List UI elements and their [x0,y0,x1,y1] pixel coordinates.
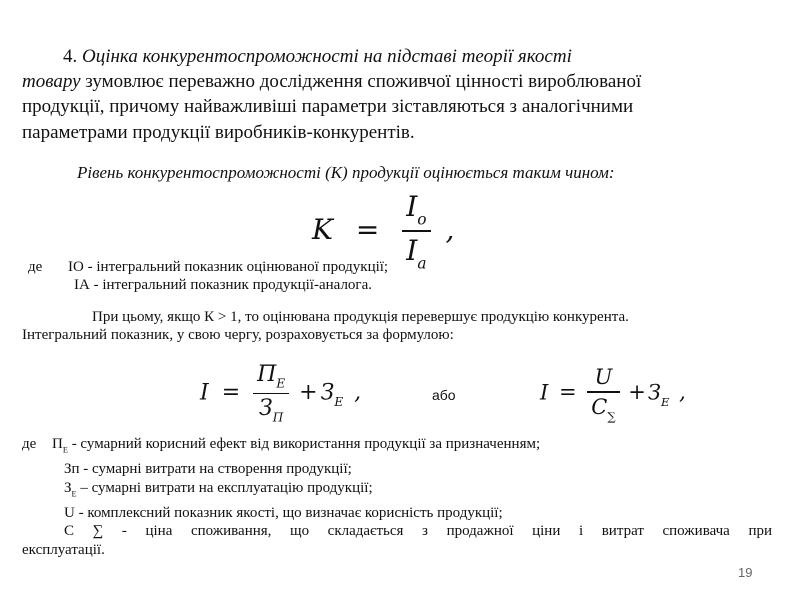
def-ia: ІА - інтегральний показник продукції-аналога. [74,277,372,293]
section-line-4: параметрами продукції виробників-конкурентів. [22,122,415,143]
formula-integral-2: I = $\frac{U}{C_\sum}$ $+З_Е$ , [540,365,686,423]
formula2-fraction: $\frac{П_Е}{З_П}$ [253,362,289,425]
section-line-1 [63,44,572,69]
legend-zp: Зп - сумарні витрати на створення продукції; [64,461,352,478]
legend-pe: де $П_Е$ - сумарний корисний ефект від використання продукції за призначенням; [22,436,541,455]
formula-competitiveness: K = $\frac{I_o}{I_a}$ , [312,190,455,273]
formula1-eq: = [355,212,380,246]
formula-integral-1: I = $\frac{П_Е}{З_П}$ + $З_Е$ , [200,362,362,425]
legend-list [22,435,772,559]
page-number: 19 [738,565,753,580]
section-number: 4. [63,46,78,67]
formula3-fraction: $\frac{U}{C_\sum}$ [587,365,619,423]
legend-c-cont: експлуатації. [22,541,105,558]
formula1-fraction: $\frac{I_o}{I_a}$ [402,190,430,273]
legend-u: U - комплексний показник якості, що визначає корисність продукції; [64,504,503,521]
legend-ze: $З_Е$ – сумарні витрати на експлуатацію продукції; [64,479,373,499]
legend-c: С ∑ - ціна споживання, що складається з продажної ціни і витрат споживача при [64,523,772,540]
paragraph-line-2: Інтегральний показник, у свою чергу, розраховується за формулою: [22,327,454,343]
paragraph-line-1: При цьому, якщо К > 1, то оцінювана продукція перевершує продукцію конкурента. [92,309,629,325]
section-line-2: товару зумовлює переважно дослідження споживчої цінності вироблюваної [22,71,642,92]
definitions [28,258,388,277]
formula1-lhs: K [312,212,333,246]
section-title-end: товару [22,71,81,92]
subtitle: Рівень конкурентоспроможності (К) продукції оцінюється таким чином: [77,163,615,182]
where-label: де [28,259,43,275]
section-title: Оцінка конкурентоспроможності на підставі теорії якості [82,46,572,67]
def-io: ІО - інтегральний показник оцінюваної продукції; [68,259,389,275]
or-label: або [432,387,456,403]
section-line-3: продукції, причому найважливіші параметри зіставляються з аналогічними [22,96,634,117]
